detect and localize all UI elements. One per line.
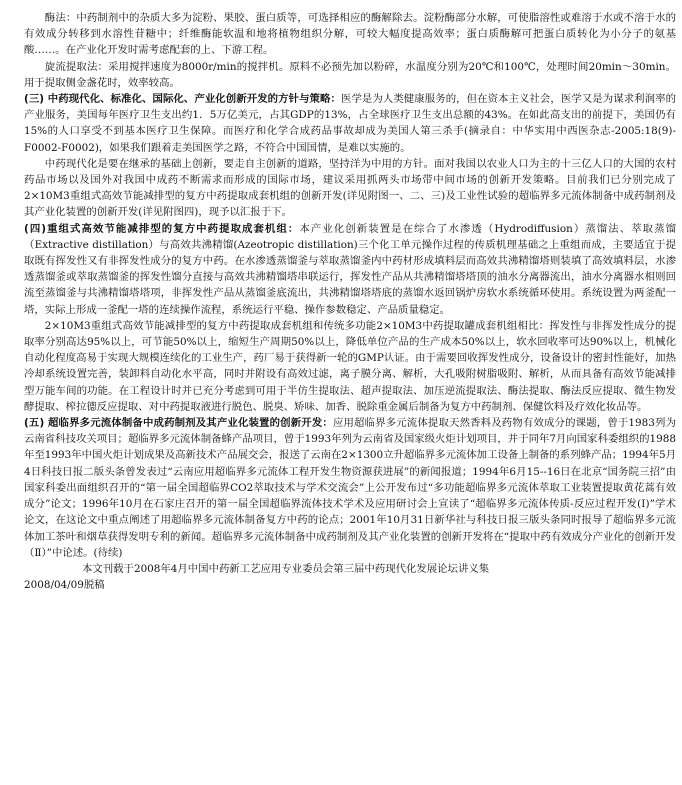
section-4-heading: (四)重组式高效节能减排型的复方中药提取成套机组： [24, 222, 300, 235]
manuscript-date: 2008/04/09脱稿 [24, 579, 105, 592]
section-5-heading: (五) 超临界多元流体制备中成药制剂及其产业化装置的创新开发： [24, 417, 333, 430]
paragraph-enzymolysis: 酶法：中药制剂中的杂质大多为淀粉、果胶、蛋白质等，可选择相应的酶解除去。淀粉酶部分水解，可使脂溶性或难溶于水或不溶于水的有效成分转移到水溶性苷糖中；纤维酶能软温和地将植物组织分解，可较大幅度提高效率；蛋白质酶解可把蛋白质转化为小分子的氨基酸……。在产业化开发时需考虑配套的上、下游工程。 [24, 12, 676, 57]
paragraph-comparison: 2×10M3重组式高效节能减排型的复方中药提取成套机组和传统多功能2×10M3中药提取罐成套机组相比：挥发性与非挥发性成分的提取率分别高达95%以上，可节能50%以上，缩短生产周期50%以上，降低单位产品的生产成本50%以上，软水回收率可达90%以上，机械化自动化程度高易于实现大规模连续化的工业生产，药厂易于获得新一轮的GMP认证。由于需要回收挥发性成分，设备设计的密封性能好，加热冷却系统设置完善，装卸料自动化水平高，同时并附设有高效过滤，离子膜分离、解析，大孔吸附树脂吸附、解析，从而具备有高效节能减排型万能车间的功能。在工程设计时并已充分考虑到可用于半仿生提取法、超声提取法、加压逆流提取法、酶法提取、酶法反应提取、微生物发酵提取、榨拉德反应提取、对中药提取液进行脱色、脱臭、矫味、加香、脱除重金属后制备为复方中药制剂、保健饮料及疗效化妆品等。 [24, 319, 676, 413]
section-3-body: 医学是为人类健康服务的，但在资本主义社会，医学又是为谋求利润率的产业服务，美国每年医疗卫生支出约1．5万亿美元，占其GDP的13%，占全球医疗卫生支出总额的43%。在如此高支出的前提下，美国仍有15%的人口享受不到基本医疗卫生保障。而医疗和化学合成药品事故却成为美国人第三杀手(摘录自：中华实用中西医杂志-2005:18(9)-F0002-F0002)，如果我们跟着走美国医学之路，不符合中国国情，是难以实施的。 [24, 93, 676, 154]
section-4 [24, 221, 676, 318]
paragraph-modernization: 中药现代化是要在继承的基础上创新，要走自主创新的道路，坚持洋为中用的方针。面对我国以农业人口为主的十三亿人口的大国的农村药品市场以及国外对我国中成药不断需求而形成的国际市场，建议采用抓两头市场带中间市场的创新开发策略。目前我们已分别完成了2×10M3重组式高效节能减排型的复方中药提取成套机组的创新开发(详见附图一、二、三)及工业性试验的超临界多元流体制备中成药制剂及其产业化装置的创新开发(详见附图四)，现予以汇报于下。 [24, 157, 676, 219]
paragraph-vortex-extraction: 旋流提取法：采用搅拌速度为8000r/min的搅拌机。原料不必预先加以粉碎，水温度分别为20℃和100℃，处理时间20min～30min。用于提取侧金盏花时，效率较高。 [24, 60, 676, 89]
section-5-body: 应用超临界多元流体提取天然香料及药物有效成分的课题，曾于1983列为云南省科技攻关项目；超临界多元流体制备蜂产品项目，曾于1993年列为云南省及国家级火炬计划项目，并于同年7月向国家科委组织的1988年至1993年中国火炬计划成果及高新技术产品展交会，报送了云南在2×1300立升超临界多元流体加工设备上制备的系列蜂产品；1994年5月4日科技日报二版头条曾发表过“云南应用超临界多元流体工程开发生物资源获进展”的新闻报道；1994年6月15--16日在北京“国务院三招”由国家科委出面组织召开的“第一届全国超临界CO2萃取技术与学术交流会”上公开发布过“多功能超临界多元流体萃取工业装置提取黄花蒿有效成分”论文；1996年10月在石家庄召开的第一届全国超临界流体技术学术及应用研讨会上宣读了“超临界多元流体传质-反应过程开发(Ⅰ)”学术论文，在这论文中重点阐述了用超临界多元流体制备复方中药的论点；2001年10月31日新华社与科技日报三版头条同时报导了超临界多元流体加工茶叶和烟草获得发明专利的新闻。超临界多元流体制备中成药制剂及其产业化装置的创新开发将在“提取中药有效成分产业化的创新开发（Ⅱ）”中论述。(待续) [24, 417, 676, 559]
publication-credit: 本文刊载于2008年4月中国中药新工艺应用专业委员会第三届中药现代化发展论坛讲义集 [82, 562, 490, 575]
section-5 [24, 415, 676, 561]
section-3-heading: (三) 中药现代化、标准化、国际化、产业化创新开发的方针与策略： [24, 93, 341, 106]
section-4-body: 本产业化创新装置是在综合了水渗透（Hydrodiffusion）蒸馏法、萃取蒸馏（Extractive distillation）与高效共沸精馏(Azeotropic distillation)三个化工单元操作过程的传质机理基础之上重组而成，主要适宜于提取既有挥发性又有非挥发性成分的复方中药。在水渗透蒸馏釜与萃取蒸馏釜内中药材形成填料层而高效共沸精馏塔则装填了高效填料层，水渗透蒸馏釜或萃取蒸馏釜的挥发性馏分直接与高效共沸精馏塔串联运行，挥发性产品从共沸精馏塔塔顶的油水分离器流出，油水分离器水相则回流至蒸馏釜与共沸精馏塔塔项，非挥发性产品从蒸馏釜底流出，共沸精馏塔塔底的蒸馏水返回锅炉房软水系统循环使用。系统设置为两釜配一塔，实际上形成一釜配一塔的连续操作流程，系统运行平稳、操作参数稳定、产品质量稳定。 [24, 222, 676, 316]
section-3 [24, 91, 676, 156]
